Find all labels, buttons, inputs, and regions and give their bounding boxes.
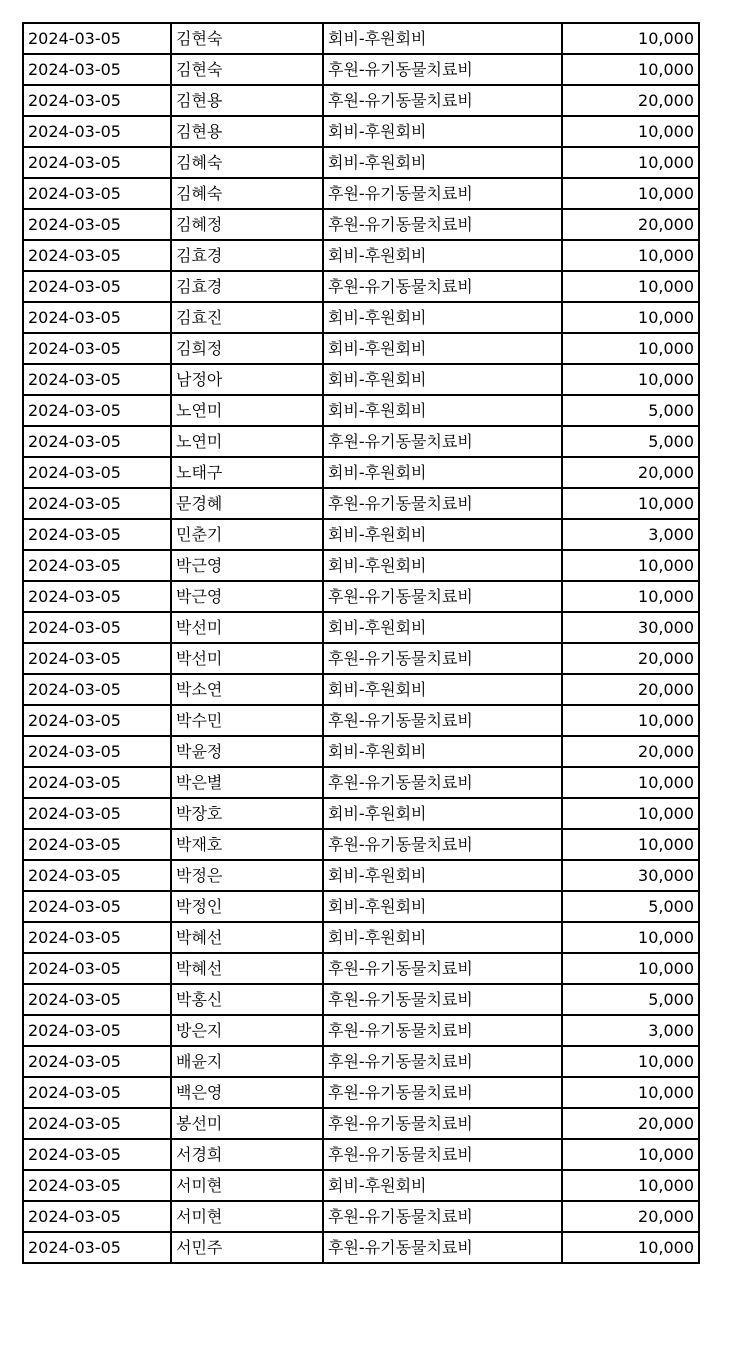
- donor-name-cell: 박근영: [171, 581, 323, 612]
- category-cell: 후원-유기동물치료비: [323, 1015, 562, 1046]
- donor-name-cell: 봉선미: [171, 1108, 323, 1139]
- category-cell: 회비-후원회비: [323, 147, 562, 178]
- amount-cell: 20,000: [562, 674, 699, 705]
- date-cell: 2024-03-05: [23, 798, 171, 829]
- donor-name-cell: 김혜숙: [171, 178, 323, 209]
- date-cell: 2024-03-05: [23, 519, 171, 550]
- donor-name-cell: 서미현: [171, 1170, 323, 1201]
- amount-cell: 10,000: [562, 240, 699, 271]
- amount-cell: 5,000: [562, 891, 699, 922]
- amount-cell: 10,000: [562, 1170, 699, 1201]
- donor-name-cell: 방은지: [171, 1015, 323, 1046]
- table-row: [23, 1046, 699, 1077]
- date-cell: 2024-03-05: [23, 333, 171, 364]
- table-row: [23, 922, 699, 953]
- donor-name-cell: 서민주: [171, 1232, 323, 1263]
- date-cell: 2024-03-05: [23, 736, 171, 767]
- date-cell: 2024-03-05: [23, 674, 171, 705]
- category-cell: 회비-후원회비: [323, 519, 562, 550]
- date-cell: 2024-03-05: [23, 612, 171, 643]
- amount-cell: 20,000: [562, 1201, 699, 1232]
- category-cell: 후원-유기동물치료비: [323, 984, 562, 1015]
- table-row: [23, 271, 699, 302]
- date-cell: 2024-03-05: [23, 271, 171, 302]
- table-row: [23, 767, 699, 798]
- donor-name-cell: 박홍신: [171, 984, 323, 1015]
- amount-cell: 5,000: [562, 395, 699, 426]
- amount-cell: 10,000: [562, 302, 699, 333]
- donor-name-cell: 김현용: [171, 85, 323, 116]
- donor-name-cell: 박소연: [171, 674, 323, 705]
- table-row: [23, 426, 699, 457]
- table-row: [23, 240, 699, 271]
- category-cell: 후원-유기동물치료비: [323, 767, 562, 798]
- table-row: [23, 550, 699, 581]
- table-row: [23, 891, 699, 922]
- date-cell: 2024-03-05: [23, 1077, 171, 1108]
- table-row: [23, 705, 699, 736]
- category-cell: 후원-유기동물치료비: [323, 1201, 562, 1232]
- category-cell: 회비-후원회비: [323, 395, 562, 426]
- amount-cell: 30,000: [562, 612, 699, 643]
- table-row: [23, 116, 699, 147]
- date-cell: 2024-03-05: [23, 1201, 171, 1232]
- amount-cell: 20,000: [562, 736, 699, 767]
- date-cell: 2024-03-05: [23, 147, 171, 178]
- date-cell: 2024-03-05: [23, 85, 171, 116]
- category-cell: 회비-후원회비: [323, 23, 562, 54]
- table-row: [23, 643, 699, 674]
- table-row: [23, 581, 699, 612]
- date-cell: 2024-03-05: [23, 705, 171, 736]
- table-row: [23, 395, 699, 426]
- donor-name-cell: 박혜선: [171, 922, 323, 953]
- category-cell: 후원-유기동물치료비: [323, 705, 562, 736]
- donor-name-cell: 서경희: [171, 1139, 323, 1170]
- category-cell: 후원-유기동물치료비: [323, 1108, 562, 1139]
- category-cell: 회비-후원회비: [323, 1170, 562, 1201]
- amount-cell: 3,000: [562, 1015, 699, 1046]
- donor-name-cell: 남정아: [171, 364, 323, 395]
- date-cell: 2024-03-05: [23, 581, 171, 612]
- donor-name-cell: 서미현: [171, 1201, 323, 1232]
- amount-cell: 20,000: [562, 457, 699, 488]
- table-row: [23, 85, 699, 116]
- category-cell: 후원-유기동물치료비: [323, 1077, 562, 1108]
- amount-cell: 10,000: [562, 1232, 699, 1263]
- category-cell: 회비-후원회비: [323, 240, 562, 271]
- donor-name-cell: 노연미: [171, 395, 323, 426]
- table-row: [23, 209, 699, 240]
- date-cell: 2024-03-05: [23, 860, 171, 891]
- table-row: [23, 23, 699, 54]
- amount-cell: 10,000: [562, 1139, 699, 1170]
- date-cell: 2024-03-05: [23, 1170, 171, 1201]
- amount-cell: 10,000: [562, 23, 699, 54]
- amount-cell: 5,000: [562, 426, 699, 457]
- date-cell: 2024-03-05: [23, 395, 171, 426]
- date-cell: 2024-03-05: [23, 922, 171, 953]
- category-cell: 회비-후원회비: [323, 674, 562, 705]
- date-cell: 2024-03-05: [23, 1046, 171, 1077]
- date-cell: 2024-03-05: [23, 116, 171, 147]
- category-cell: 후원-유기동물치료비: [323, 829, 562, 860]
- donor-name-cell: 김효경: [171, 271, 323, 302]
- category-cell: 후원-유기동물치료비: [323, 178, 562, 209]
- donor-name-cell: 박선미: [171, 612, 323, 643]
- date-cell: 2024-03-05: [23, 426, 171, 457]
- category-cell: 후원-유기동물치료비: [323, 1139, 562, 1170]
- category-cell: 후원-유기동물치료비: [323, 581, 562, 612]
- table-row: [23, 1139, 699, 1170]
- table-row: [23, 302, 699, 333]
- amount-cell: 10,000: [562, 54, 699, 85]
- date-cell: 2024-03-05: [23, 643, 171, 674]
- donor-name-cell: 박은별: [171, 767, 323, 798]
- table-row: [23, 736, 699, 767]
- donor-name-cell: 박혜선: [171, 953, 323, 984]
- date-cell: 2024-03-05: [23, 178, 171, 209]
- date-cell: 2024-03-05: [23, 240, 171, 271]
- date-cell: 2024-03-05: [23, 54, 171, 85]
- category-cell: 회비-후원회비: [323, 798, 562, 829]
- category-cell: 후원-유기동물치료비: [323, 953, 562, 984]
- donor-name-cell: 김현숙: [171, 54, 323, 85]
- date-cell: 2024-03-05: [23, 457, 171, 488]
- category-cell: 회비-후원회비: [323, 116, 562, 147]
- date-cell: 2024-03-05: [23, 891, 171, 922]
- donation-ledger-table: [22, 22, 700, 1264]
- date-cell: 2024-03-05: [23, 364, 171, 395]
- donor-name-cell: 김희정: [171, 333, 323, 364]
- donor-name-cell: 노연미: [171, 426, 323, 457]
- table-row: [23, 860, 699, 891]
- donor-name-cell: 김현용: [171, 116, 323, 147]
- table-row: [23, 1232, 699, 1263]
- category-cell: 후원-유기동물치료비: [323, 1232, 562, 1263]
- donor-name-cell: 문경혜: [171, 488, 323, 519]
- amount-cell: 10,000: [562, 271, 699, 302]
- amount-cell: 3,000: [562, 519, 699, 550]
- donor-name-cell: 박근영: [171, 550, 323, 581]
- category-cell: 후원-유기동물치료비: [323, 426, 562, 457]
- donor-name-cell: 박윤정: [171, 736, 323, 767]
- category-cell: 회비-후원회비: [323, 860, 562, 891]
- amount-cell: 20,000: [562, 643, 699, 674]
- date-cell: 2024-03-05: [23, 1108, 171, 1139]
- amount-cell: 20,000: [562, 1108, 699, 1139]
- ledger-body: [23, 23, 699, 1263]
- donor-name-cell: 배윤지: [171, 1046, 323, 1077]
- table-row: [23, 457, 699, 488]
- category-cell: 후원-유기동물치료비: [323, 54, 562, 85]
- date-cell: 2024-03-05: [23, 1139, 171, 1170]
- date-cell: 2024-03-05: [23, 953, 171, 984]
- donor-name-cell: 김혜정: [171, 209, 323, 240]
- table-row: [23, 488, 699, 519]
- amount-cell: 30,000: [562, 860, 699, 891]
- amount-cell: 10,000: [562, 1077, 699, 1108]
- category-cell: 회비-후원회비: [323, 736, 562, 767]
- table-row: [23, 612, 699, 643]
- donor-name-cell: 민춘기: [171, 519, 323, 550]
- amount-cell: 10,000: [562, 147, 699, 178]
- donor-name-cell: 박정인: [171, 891, 323, 922]
- amount-cell: 10,000: [562, 767, 699, 798]
- donor-name-cell: 김효진: [171, 302, 323, 333]
- category-cell: 회비-후원회비: [323, 891, 562, 922]
- category-cell: 후원-유기동물치료비: [323, 488, 562, 519]
- table-row: [23, 333, 699, 364]
- amount-cell: 10,000: [562, 550, 699, 581]
- category-cell: 회비-후원회비: [323, 302, 562, 333]
- date-cell: 2024-03-05: [23, 550, 171, 581]
- table-row: [23, 1170, 699, 1201]
- donor-name-cell: 박선미: [171, 643, 323, 674]
- amount-cell: 10,000: [562, 922, 699, 953]
- amount-cell: 10,000: [562, 178, 699, 209]
- category-cell: 후원-유기동물치료비: [323, 643, 562, 674]
- amount-cell: 10,000: [562, 953, 699, 984]
- donor-name-cell: 김효경: [171, 240, 323, 271]
- donor-name-cell: 김현숙: [171, 23, 323, 54]
- date-cell: 2024-03-05: [23, 1232, 171, 1263]
- donor-name-cell: 박정은: [171, 860, 323, 891]
- table-row: [23, 1077, 699, 1108]
- amount-cell: 10,000: [562, 364, 699, 395]
- amount-cell: 10,000: [562, 116, 699, 147]
- category-cell: 후원-유기동물치료비: [323, 85, 562, 116]
- donor-name-cell: 노태구: [171, 457, 323, 488]
- donor-name-cell: 박장호: [171, 798, 323, 829]
- donor-name-cell: 박재호: [171, 829, 323, 860]
- category-cell: 회비-후원회비: [323, 457, 562, 488]
- amount-cell: 20,000: [562, 85, 699, 116]
- amount-cell: 10,000: [562, 581, 699, 612]
- category-cell: 회비-후원회비: [323, 550, 562, 581]
- amount-cell: 20,000: [562, 209, 699, 240]
- amount-cell: 10,000: [562, 488, 699, 519]
- table-row: [23, 984, 699, 1015]
- category-cell: 후원-유기동물치료비: [323, 1046, 562, 1077]
- table-row: [23, 798, 699, 829]
- table-row: [23, 364, 699, 395]
- date-cell: 2024-03-05: [23, 23, 171, 54]
- category-cell: 후원-유기동물치료비: [323, 271, 562, 302]
- table-row: [23, 953, 699, 984]
- date-cell: 2024-03-05: [23, 767, 171, 798]
- table-row: [23, 674, 699, 705]
- date-cell: 2024-03-05: [23, 488, 171, 519]
- table-row: [23, 829, 699, 860]
- amount-cell: 5,000: [562, 984, 699, 1015]
- donor-name-cell: 백은영: [171, 1077, 323, 1108]
- category-cell: 후원-유기동물치료비: [323, 209, 562, 240]
- table-row: [23, 1015, 699, 1046]
- category-cell: 회비-후원회비: [323, 612, 562, 643]
- table-row: [23, 519, 699, 550]
- amount-cell: 10,000: [562, 829, 699, 860]
- amount-cell: 10,000: [562, 798, 699, 829]
- category-cell: 회비-후원회비: [323, 364, 562, 395]
- date-cell: 2024-03-05: [23, 1015, 171, 1046]
- table-row: [23, 54, 699, 85]
- date-cell: 2024-03-05: [23, 984, 171, 1015]
- category-cell: 회비-후원회비: [323, 333, 562, 364]
- category-cell: 회비-후원회비: [323, 922, 562, 953]
- table-row: [23, 1108, 699, 1139]
- donor-name-cell: 김혜숙: [171, 147, 323, 178]
- table-row: [23, 1201, 699, 1232]
- date-cell: 2024-03-05: [23, 302, 171, 333]
- table-row: [23, 147, 699, 178]
- table-row: [23, 178, 699, 209]
- amount-cell: 10,000: [562, 1046, 699, 1077]
- date-cell: 2024-03-05: [23, 209, 171, 240]
- amount-cell: 10,000: [562, 333, 699, 364]
- donor-name-cell: 박수민: [171, 705, 323, 736]
- date-cell: 2024-03-05: [23, 829, 171, 860]
- amount-cell: 10,000: [562, 705, 699, 736]
